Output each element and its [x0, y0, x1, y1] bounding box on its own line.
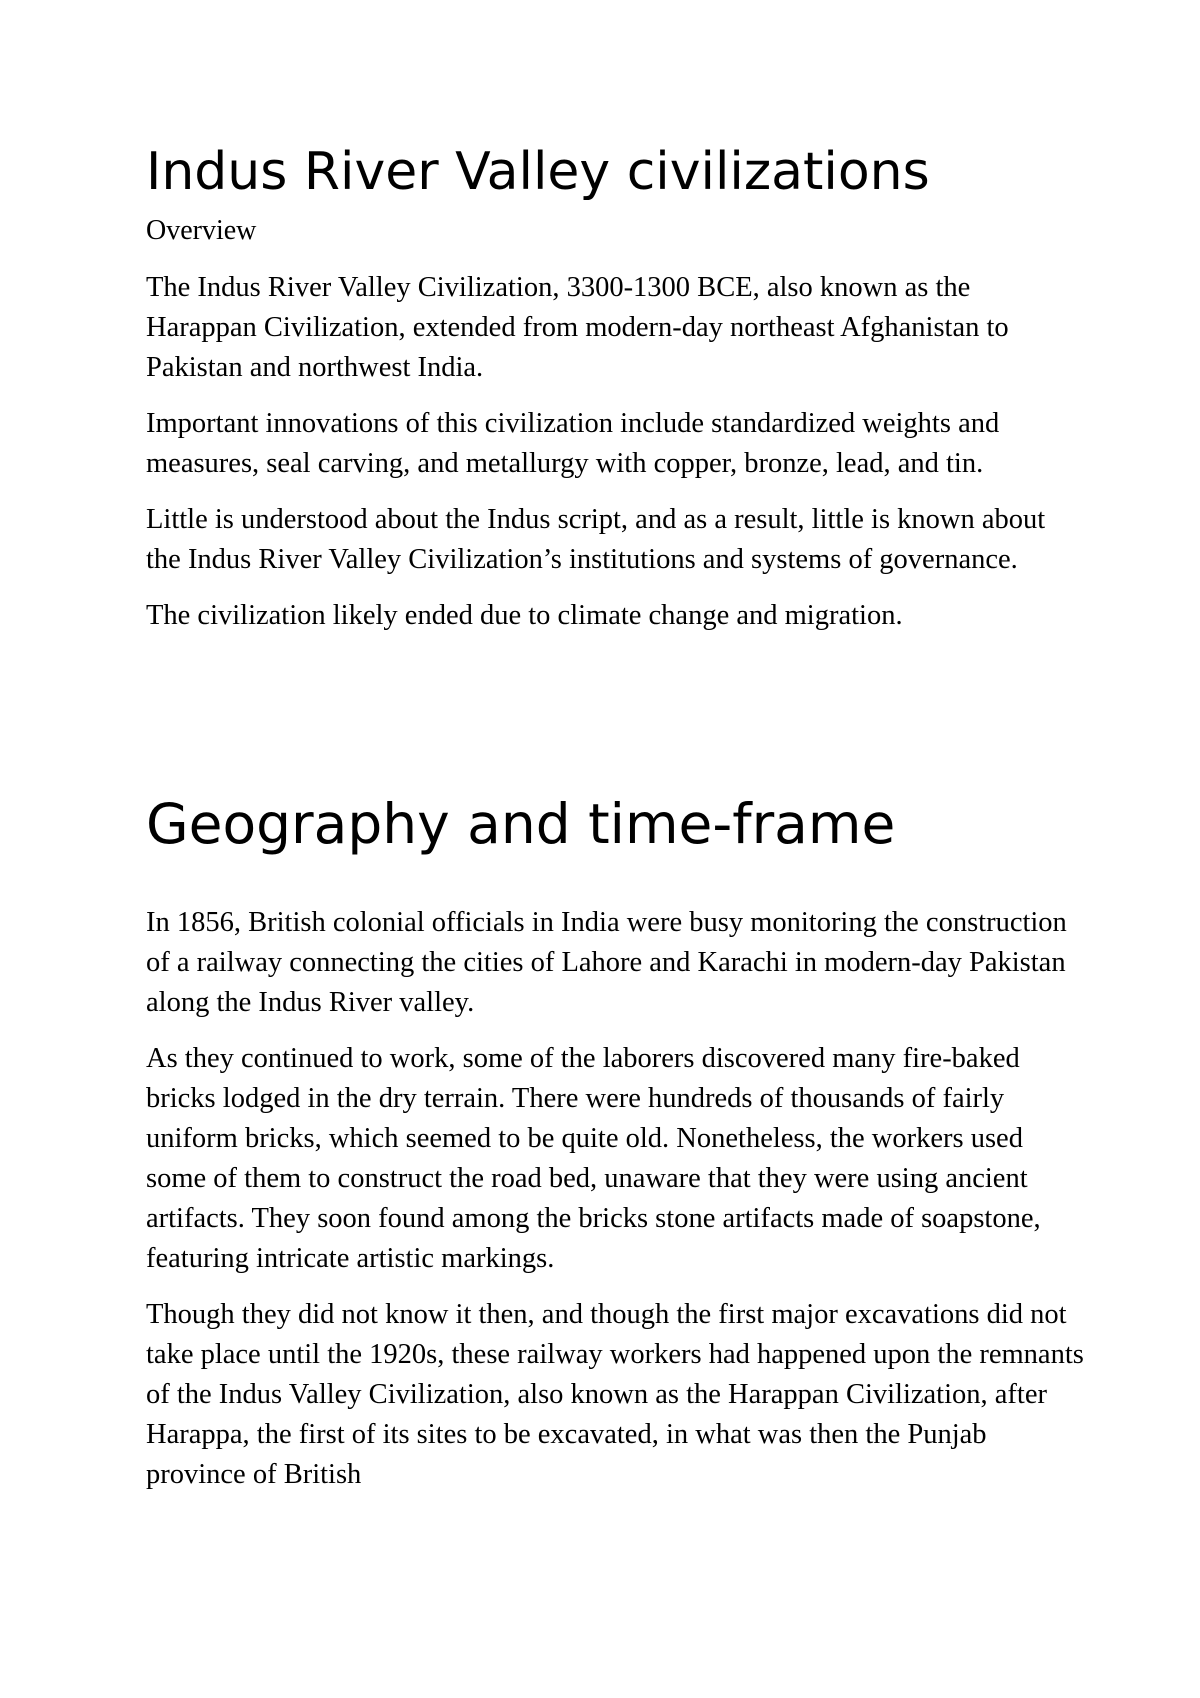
overview-section [146, 268, 1086, 652]
document-title: Indus River Valley civilizations [146, 142, 930, 202]
overview-subtitle: Overview [146, 215, 257, 246]
paragraph: In 1856, British colonial officials in India were busy monitoring the construction of a railway connecting the cities of Lahore and Karachi in modern-day Pakistan along the Indus River valley. [146, 907, 1067, 1018]
paragraph: Little is understood about the Indus script, and as a result, little is known about the Indus River Valley Civilization’s institutions and systems of governance. [146, 504, 1046, 575]
geography-section [146, 903, 1086, 1511]
paragraph: Though they did not know it then, and though the first major excavations did not take place until the 1920s, these railway workers had happened upon the remnants of the Indus Valley Civilization, also known as the Harappan Civilization, after Harappa, the first of its sites to be excavated, in what was then the Punjab province of British [146, 1299, 1084, 1490]
paragraph: The civilization likely ended due to climate change and migration. [146, 600, 903, 631]
paragraph: As they continued to work, some of the laborers discovered many fire-baked bricks lodged in the dry terrain. There were hundreds of thousands of fairly uniform bricks, which seemed to be quite old. Nonetheless, the workers used some of them to construct the road bed, unaware that they were using ancient artifacts. They soon found among the bricks stone artifacts made of soapstone, featuring intricate artistic markings. [146, 1043, 1041, 1274]
section-heading: Geography and time-frame [146, 792, 896, 856]
paragraph: The Indus River Valley Civilization, 3300-1300 BCE, also known as the Harappan Civilization, extended from modern-day northeast Afghanistan to Pakistan and northwest India. [146, 272, 1009, 383]
paragraph: Important innovations of this civilization include standardized weights and measures, seal carving, and metallurgy with copper, bronze, lead, and tin. [146, 408, 1000, 479]
